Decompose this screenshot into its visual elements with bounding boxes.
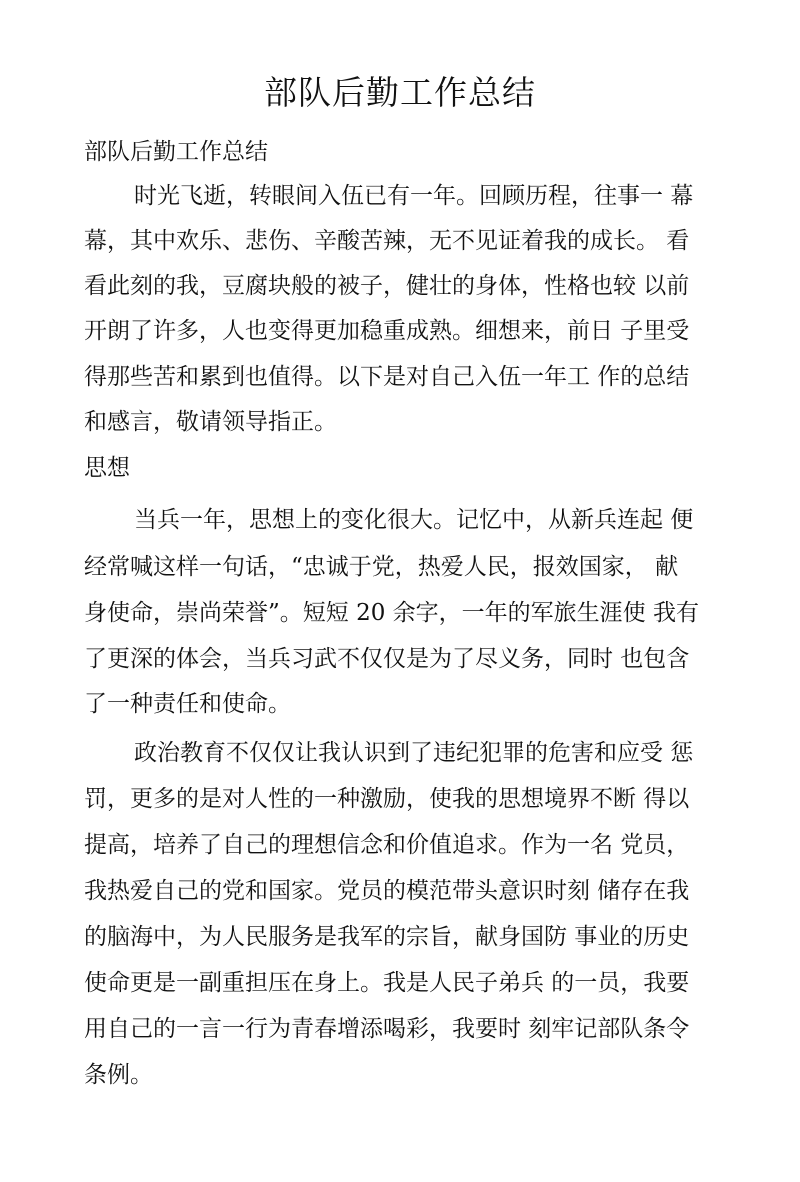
- paragraph-line: 使命更是一副重担压在身上。我是人民子弟兵 的一员，我要: [84, 970, 690, 996]
- document-title: 部队后勤工作总结: [264, 73, 536, 112]
- paragraph-line: 了一种责任和使命。: [84, 691, 291, 717]
- paragraph-line: 提高，培养了自己的理想信念和价值追求。作为一名 党员，: [84, 832, 690, 858]
- paragraph-line: 条例。: [84, 1062, 153, 1088]
- paragraph-line: 看此刻的我，豆腐块般的被子，健壮的身体，性格也较 以前: [84, 273, 690, 299]
- paragraph-line: 的脑海中，为人民服务是我军的宗旨，献身国防 事业的历史: [84, 924, 690, 950]
- section-heading: 思想: [84, 455, 130, 481]
- paragraph-line: 用自己的一言一行为青春增添喝彩，我要时 刻牢记部队条令: [84, 1016, 690, 1042]
- paragraph-line: 我热爱自己的党和国家。党员的模范带头意识时刻 储存在我: [84, 878, 690, 904]
- paragraph-line: 和感言，敬请领导指正。: [84, 409, 337, 435]
- paragraph-line: 了更深的体会，当兵习武不仅仅是为了尽义务，同时 也包含: [84, 646, 690, 672]
- paragraph-line: 幕，其中欢乐、悲伤、辛酸苦辣，无不见证着我的成长。 看: [84, 228, 690, 254]
- paragraph-line: 政治教育不仅仅让我认识到了违纪犯罪的危害和应受 惩: [134, 740, 694, 766]
- paragraph-line: 当兵一年，思想上的变化很大。记忆中，从新兵连起 便: [134, 507, 694, 533]
- paragraph-line: 罚，更多的是对人性的一种激励，使我的思想境界不断 得以: [84, 786, 690, 812]
- paragraph-line: 开朗了许多，人也变得更加稳重成熟。细想来，前日 子里受: [84, 318, 690, 344]
- paragraph-line: 经常喊这样一句话，“忠诚于党，热爱人民，报效国家， 献: [84, 554, 679, 580]
- paragraph-line: 身使命，崇尚荣誉”。短短 20 余字，一年的军旅生涯使 我有: [84, 600, 699, 626]
- paragraph-line: 得那些苦和累到也值得。以下是对自己入伍一年工 作的总结: [84, 364, 690, 390]
- paragraph-line: 时光飞逝，转眼间入伍已有一年。回顾历程，往事一 幕: [134, 183, 694, 209]
- document-subtitle: 部队后勤工作总结: [84, 139, 268, 165]
